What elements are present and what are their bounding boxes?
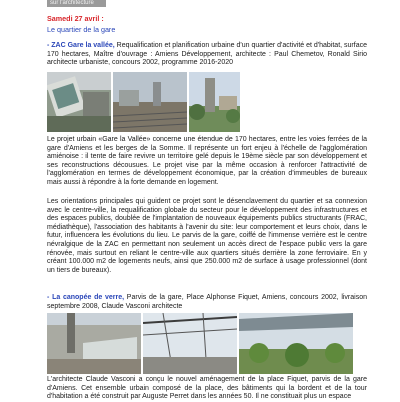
item1-title: - ZAC Gare la vallée, (47, 42, 115, 49)
item2-title: - La canopée de verre, (47, 294, 125, 301)
section-title: Le quartier de la gare (47, 25, 116, 34)
item2-body: Parvis de la gare, Place Alphonse Fiquet, Amiens, concours 2002, livraison septembre 2008, Claude Vasconi architecte (47, 294, 367, 310)
photo-tower-city (189, 72, 240, 132)
para-vasconi: L'architecte Claude Vasconi a conçu le nouvel aménagement de la place Fiquet, parvis de la gare d'Amiens. Cet ensemble urbain composé de la place, des bâtiments qui la bordent et de la tour d'habitation a été construit par Auguste Perret dans les années 50. Il ne constituait plus un espace (47, 376, 367, 401)
para-orientations: Les orientations principales qui guident ce projet sont le désenclavement du quartier et sa connexion avec le centre-ville, la requalification globale du secteur pour le développement des infrastructures et des espaces publics, doublée de l'implantation de nouveaux équipements publics structurants (FRAC, médiathèque), l'association des habitants à l'avenir du site: leur comportement et leurs choix, dans le futur, influencera les évolutions du lieu. Le parvis de la gare, coiffé de l'immense verrière est le centre névralgique de la ZAC en permettant non seulement un accès direct de l'espace public vers la gare rénovée, mais surtout en reliant le centre-ville aux quartiers situés derrière la zone ferroviaire. En y créant 100.000 m2 de logements neufs, ainsi que 250.000 m2 de surface à usage professionnel (dont un tiers de bureaux). (47, 198, 367, 274)
photo-canopy-trees (239, 313, 353, 374)
date-heading: Samedi 27 avril : (47, 14, 104, 23)
item1-paragraph (47, 42, 367, 68)
para-project-intro: Le projet urbain «Gare la Vallée» concerne une étendue de 170 hectares, entre les voies ferrées de la gare d'Amiens et les berges de la Somme. Il représente un fort enjeu à l'échelle de l'agglomération amiénoise : il tente de faire revivre un territoire gelé depuis le 19ème siècle par son développement et ses reconstructions décousues. Le projet vise par la même occasion à renforcer l'attractivité de l'agglomération en termes de développement économique, par la création d'immeubles de bureaux mais aussi à répondre à la forte demande en logement. (47, 136, 367, 186)
photo-rail-yard (113, 72, 187, 132)
header-tag: sur l'architecture (47, 0, 106, 7)
photo-glass-canopy-interior (143, 313, 237, 374)
photo-aerial-zac (47, 72, 111, 132)
item1-body: Requalification et planification urbaine d'un quartier d'activité et d'habitat, surface 170 hectares, Maître d'ouvrage : Amiens Développement, architecte : Paul Chemetov, Ronald Sirio architecte urbaniste, concours 2002, programme 2016-2020 (47, 42, 367, 67)
item2-paragraph (47, 294, 367, 311)
photo-aerial-canopy (47, 313, 141, 374)
